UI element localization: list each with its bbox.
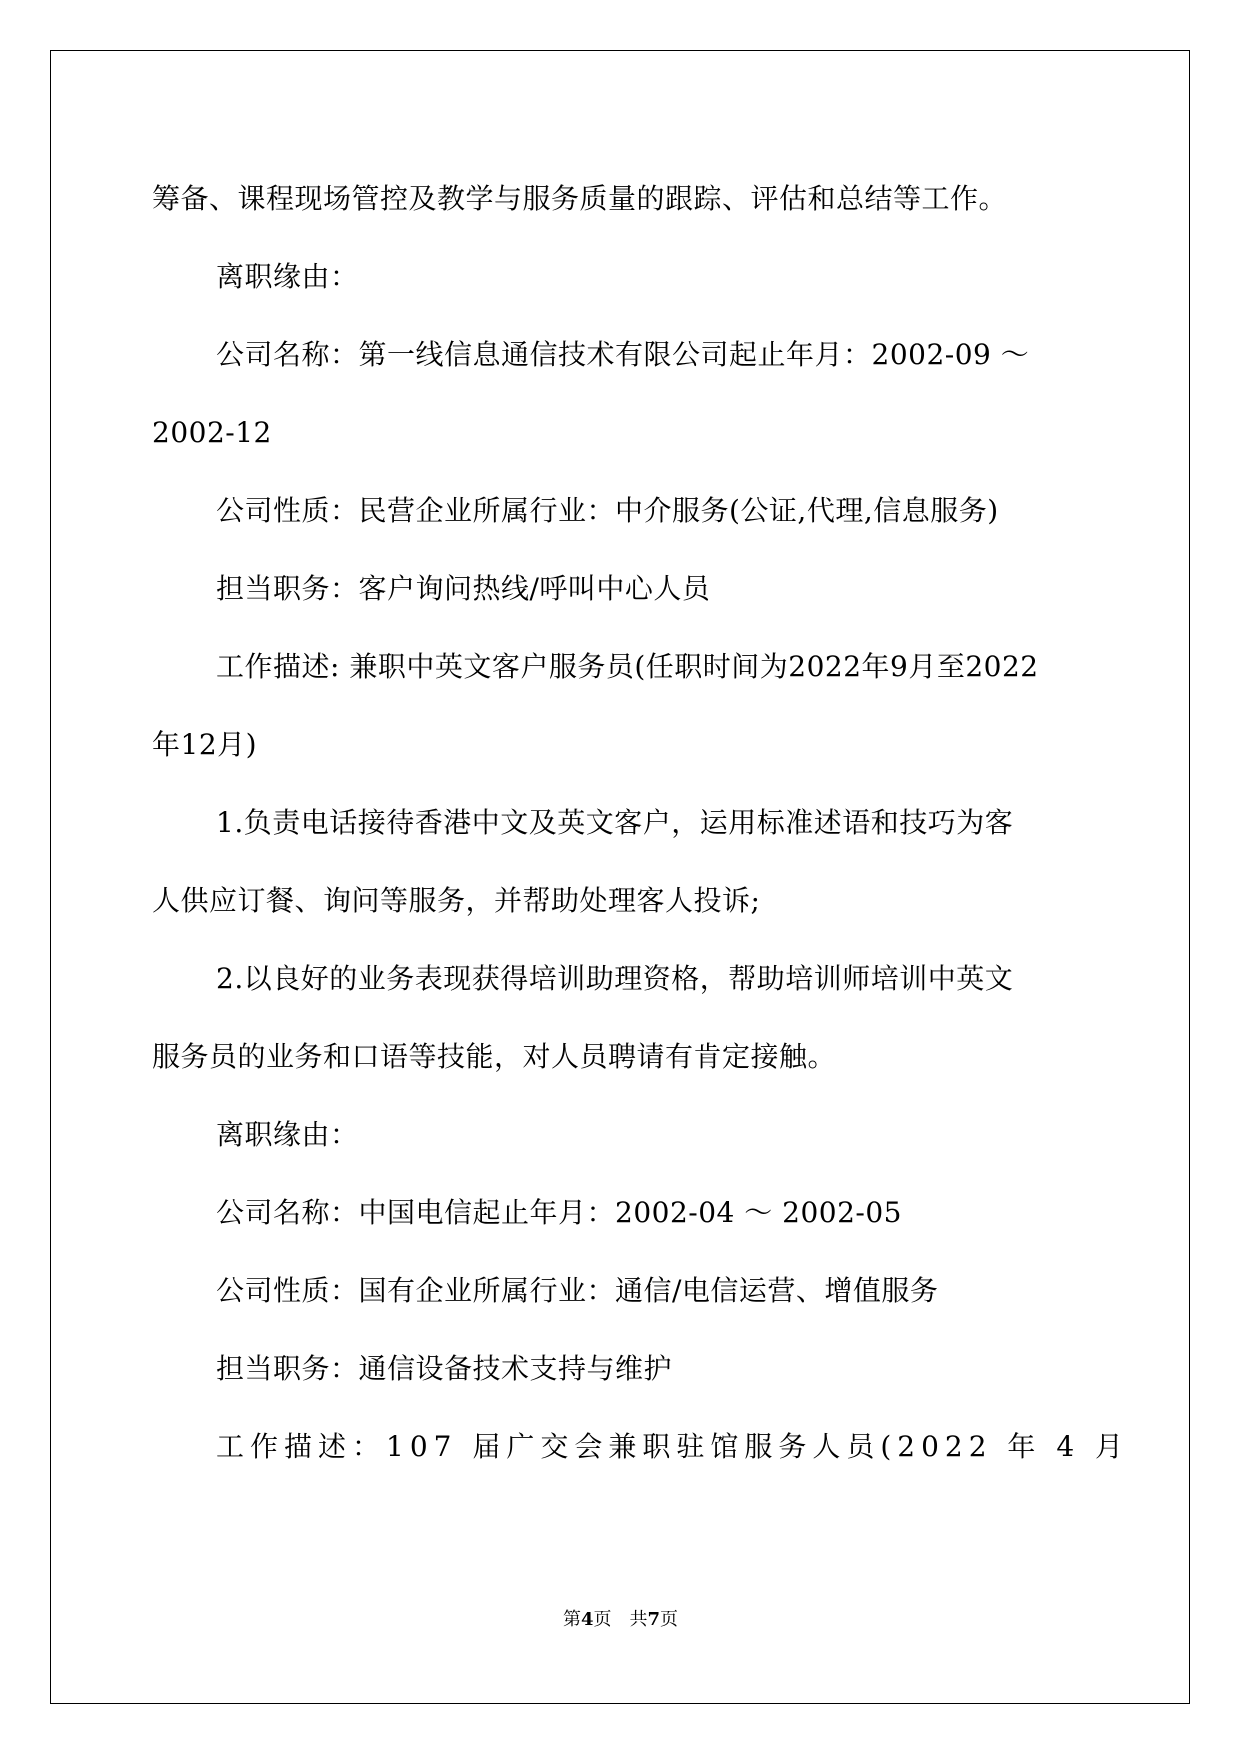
page-footer xyxy=(0,1608,1241,1632)
footer-prefix: 第 xyxy=(562,1609,581,1630)
paragraph-line: 担当职务：通信设备技术支持与维护 xyxy=(216,1352,673,1385)
paragraph-line: 公司名称：中国电信起止年月：2002-04 ～ 2002-05 xyxy=(216,1196,902,1229)
total-page-number: 7 xyxy=(647,1609,661,1630)
paragraph-line: 离职缘由： xyxy=(216,1118,359,1151)
paragraph-line: 2.以良好的业务表现获得培训助理资格，帮助培训师培训中英文 xyxy=(216,962,1014,995)
paragraph-line: 工作描述：107 届广交会兼职驻馆服务人员(2022 年 4 月 xyxy=(216,1430,1130,1463)
paragraph-line: 人供应订餐、询问等服务，并帮助处理客人投诉; xyxy=(152,884,761,917)
footer-middle: 页 共 xyxy=(593,1609,648,1630)
paragraph-line: 筹备、课程现场管控及教学与服务质量的跟踪、评估和总结等工作。 xyxy=(152,182,1008,215)
paragraph-line: 公司性质：民营企业所属行业：中介服务(公证,代理,信息服务) xyxy=(216,494,999,527)
current-page-number: 4 xyxy=(580,1609,594,1630)
paragraph-line: 离职缘由： xyxy=(216,260,359,293)
paragraph-line: 公司名称：第一线信息通信技术有限公司起止年月：2002-09 ～ xyxy=(216,338,1030,371)
footer-suffix: 页 xyxy=(660,1609,679,1630)
document-body xyxy=(152,160,1130,1486)
paragraph-line: 服务员的业务和口语等技能，对人员聘请有肯定接触。 xyxy=(152,1040,837,1073)
paragraph-line: 1.负责电话接待香港中文及英文客户，运用标准述语和技巧为客 xyxy=(216,806,1014,839)
paragraph-line: 2002-12 xyxy=(152,416,272,449)
paragraph-line: 公司性质：国有企业所属行业：通信/电信运营、增值服务 xyxy=(216,1274,939,1307)
paragraph-line: 年12月) xyxy=(152,728,258,761)
paragraph-line: 担当职务：客户询问热线/呼叫中心人员 xyxy=(216,572,711,605)
paragraph-line: 工作描述: 兼职中英文客户服务员(任职时间为2022年9月至2022 xyxy=(216,650,1039,683)
